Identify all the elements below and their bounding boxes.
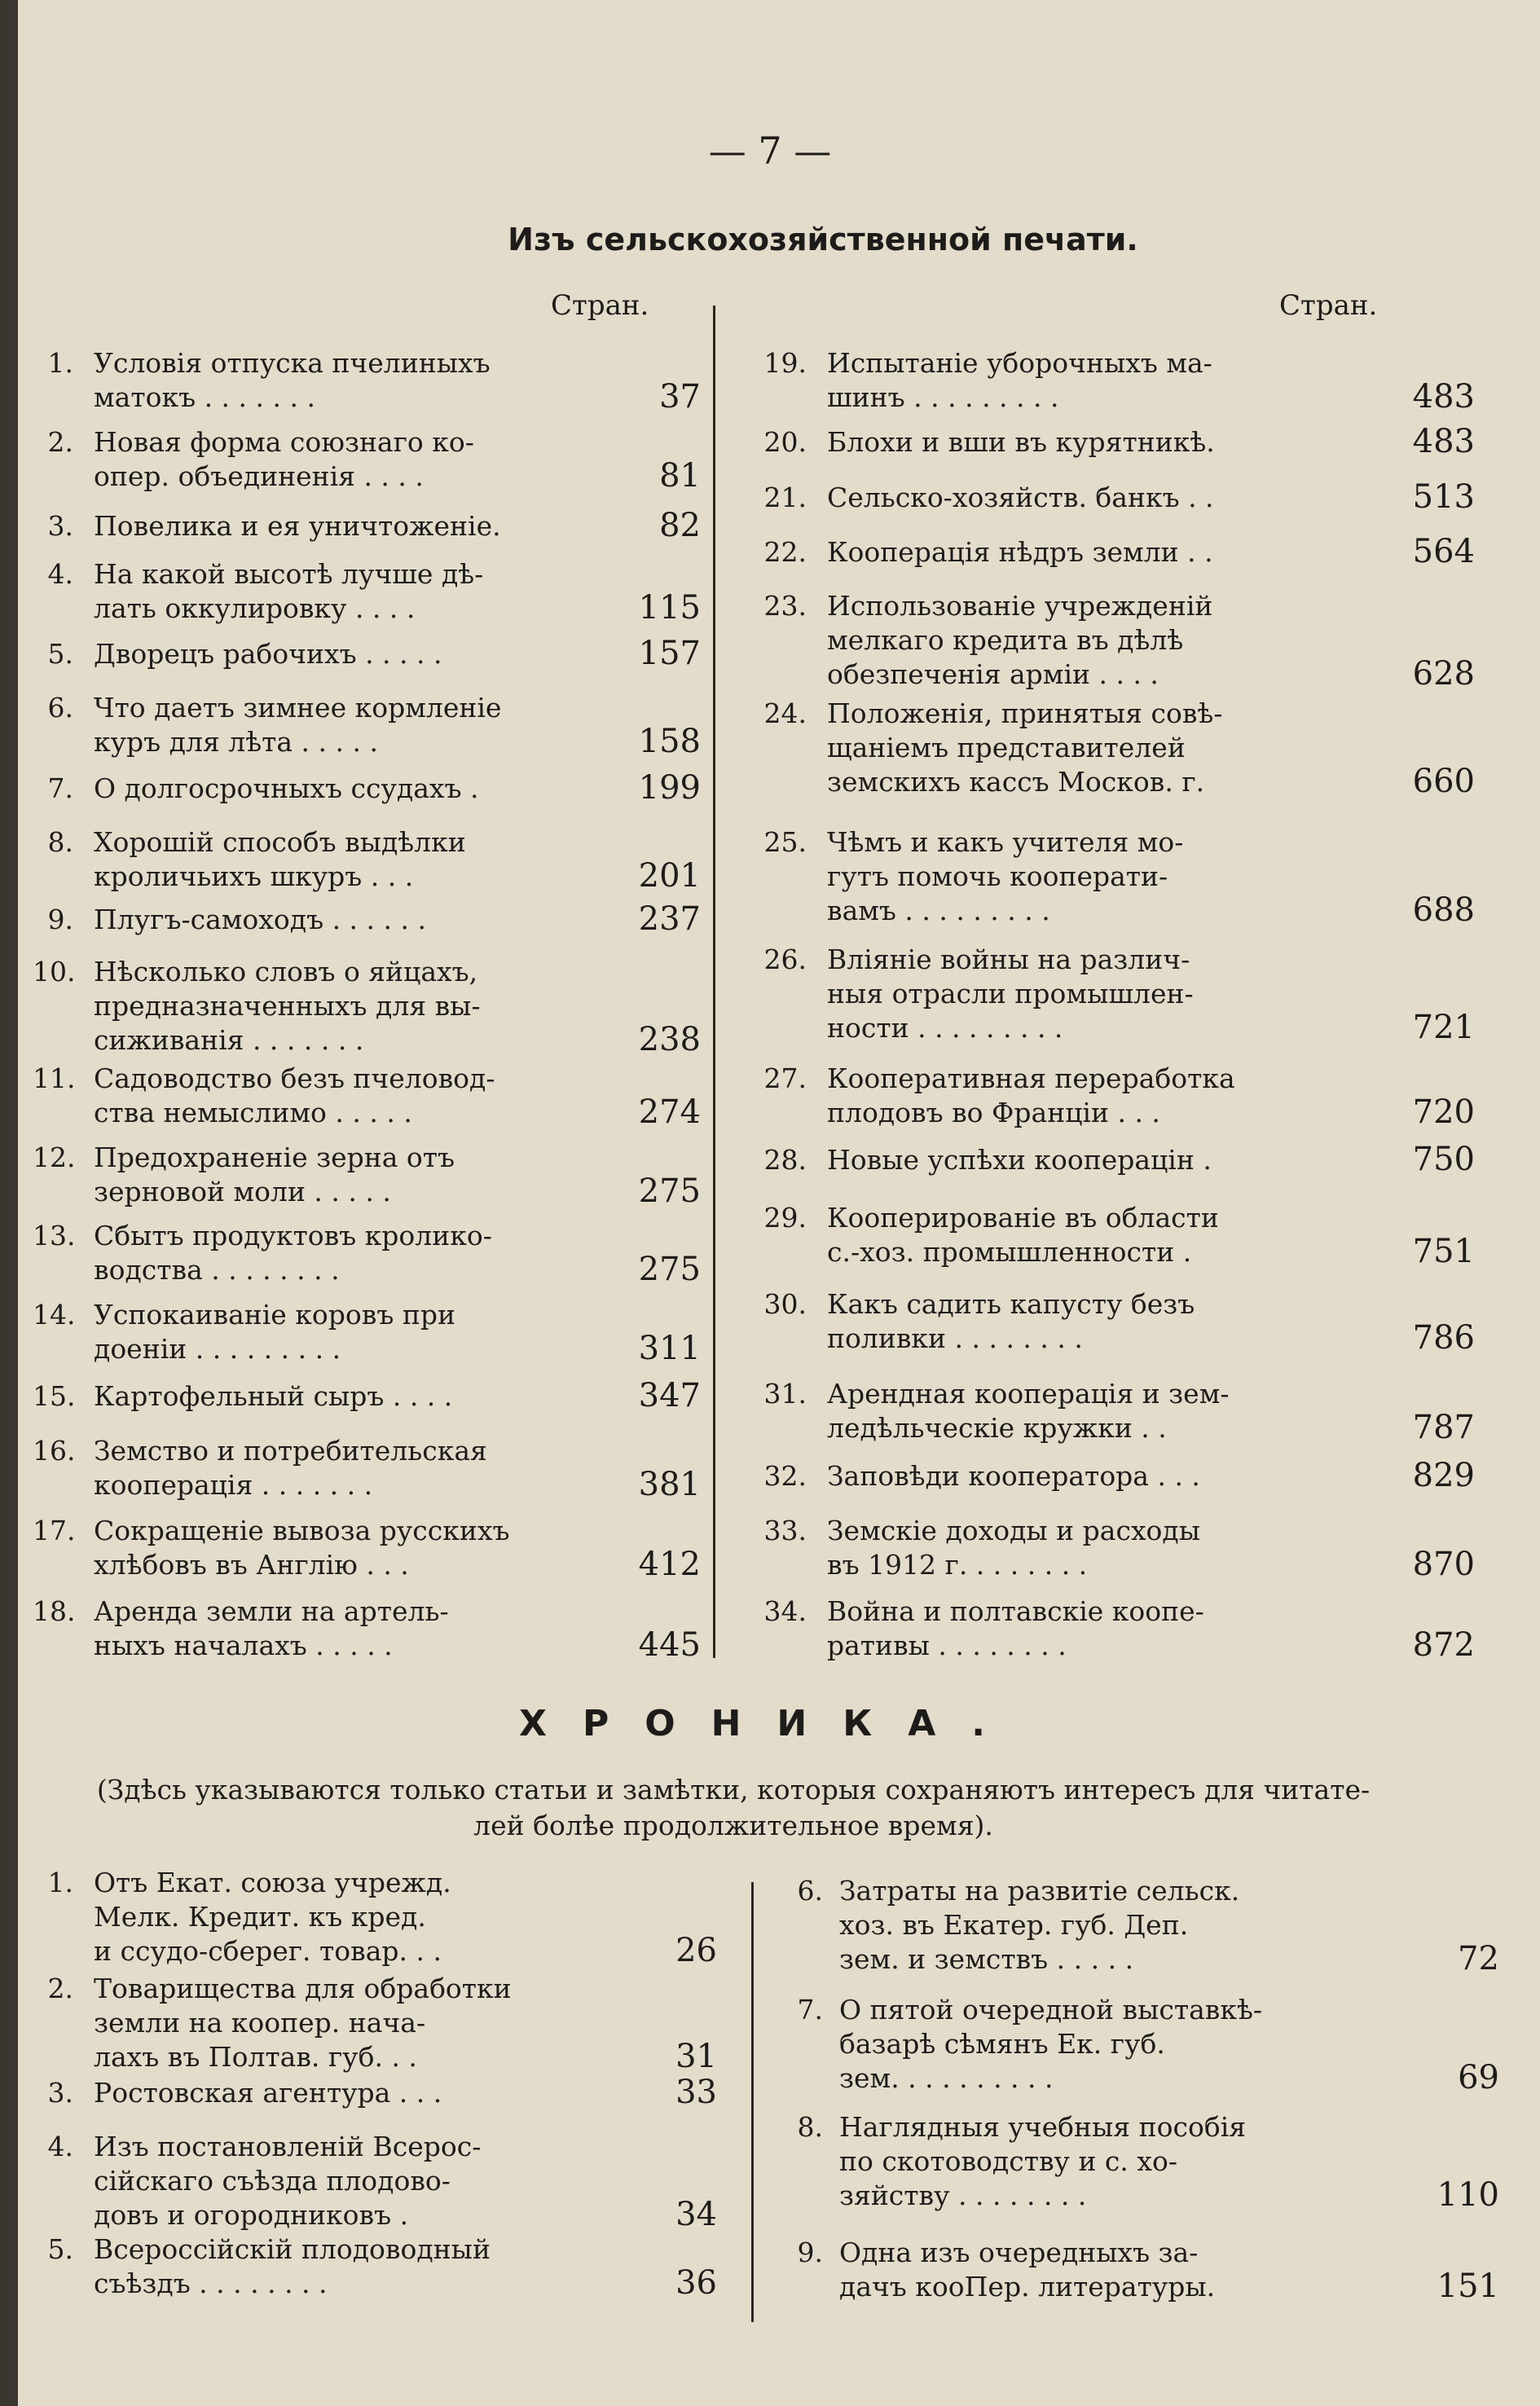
entry-number: 1. xyxy=(47,347,73,379)
entry-page-number: 660 xyxy=(1412,763,1475,800)
entry-page-number: 69 xyxy=(1458,2059,1499,2096)
toc-entry xyxy=(758,1143,1475,1177)
toc-entry xyxy=(33,509,701,543)
toc-entry xyxy=(782,2110,1499,2213)
entry-number: 25. xyxy=(763,826,807,858)
toc-entry xyxy=(33,955,701,1058)
toc-entry xyxy=(758,1287,1475,1356)
entry-number: 1. xyxy=(47,1867,73,1898)
page-number: — 7 — xyxy=(708,129,832,173)
chronicle-column-divider xyxy=(751,1882,754,2322)
entry-number: 34. xyxy=(763,1595,807,1627)
entry-title: Кооперація нѣдръ земли . . xyxy=(827,536,1213,568)
entry-title: Изъ постановленій Всерос- сійскаго съѣзда плодово- довъ и огородниковъ . xyxy=(94,2131,482,2231)
entry-page-number: 628 xyxy=(1412,655,1475,693)
entry-title: Использованіе учрежденій мелкаго кредита въ дѣлѣ обезпеченія арміи . . . . xyxy=(827,590,1213,690)
toc-entry xyxy=(33,557,701,626)
entry-title: Арендная кооперація и зем- ледѣльческіе кружки . . xyxy=(827,1378,1230,1444)
entry-title: Испытаніе уборочныхъ ма- шинъ . . . . . . . . . xyxy=(827,347,1212,413)
entry-title: Чѣмъ и какъ учителя мо- гутъ помочь кооперати- вамъ . . . . . . . . . xyxy=(827,826,1184,926)
entry-title: Новая форма союзнаго ко- опер. объединенія . . . . xyxy=(94,426,474,492)
entry-page-number: 158 xyxy=(638,723,701,760)
entry-page-number: 721 xyxy=(1412,1009,1475,1046)
entry-title: Успокаиваніе коровъ при доеніи . . . . . . . . . xyxy=(94,1299,455,1365)
entry-title: Сбытъ продуктовъ кролико- водства . . . . . . . . xyxy=(94,1220,492,1286)
entry-title: Хорошій способъ выдѣлки кроличьихъ шкуръ . . . xyxy=(94,826,466,892)
entry-page-number: 151 xyxy=(1437,2267,1499,2305)
entry-page-number: 275 xyxy=(638,1251,701,1288)
entry-page-number: 72 xyxy=(1458,1940,1499,1977)
entry-number: 26. xyxy=(763,943,807,975)
entry-number: 7. xyxy=(47,772,73,804)
entry-title: О пятой очередной выставкѣ- базарѣ сѣмянъ Ек. губ. зем. . . . . . . . . . xyxy=(839,1994,1263,2094)
entry-page-number: 110 xyxy=(1437,2176,1499,2214)
entry-title: Предохраненіе зерна отъ зерновой моли . . . . . xyxy=(94,1141,455,1207)
toc-entry xyxy=(758,346,1475,415)
entry-title: На какой высотѣ лучше дѣ- лать оккулировку . . . . xyxy=(94,558,484,624)
entry-page-number: 564 xyxy=(1412,533,1475,570)
toc-entry xyxy=(33,346,701,415)
toc-entry xyxy=(33,1298,701,1366)
toc-entry xyxy=(758,1062,1475,1130)
entry-title: Вліяніе войны на различ- ныя отрасли промышлен- ности . . . . . . . . . xyxy=(827,943,1194,1044)
entry-page-number: 157 xyxy=(638,635,701,672)
entry-title: Блохи и вши въ курятникѣ. xyxy=(827,426,1215,458)
entry-page-number: 31 xyxy=(675,2038,717,2075)
entry-number: 6. xyxy=(47,692,73,724)
entry-title: О долгосрочныхъ ссудахъ . xyxy=(94,772,479,804)
chronicle-title: ХРОНИКА. xyxy=(519,1703,1021,1744)
entry-number: 30. xyxy=(763,1288,807,1320)
entry-page-number: 34 xyxy=(675,2196,717,2233)
entry-title: Нѣсколько словъ о яйцахъ, предназначенныхъ для вы- сиживанія . . . . . . . xyxy=(94,956,481,1056)
section-title: Изъ сельскохозяйственной печати. xyxy=(508,222,1138,257)
entry-title: Аренда земли на артель- ныхъ началахъ . . . . . xyxy=(94,1595,449,1661)
entry-number: 23. xyxy=(763,590,807,622)
entry-title: Земскіе доходы и расходы въ 1912 г. . . . . . . . xyxy=(827,1515,1201,1581)
entry-number: 19. xyxy=(763,347,807,379)
toc-entry xyxy=(33,769,701,807)
entry-page-number: 201 xyxy=(638,857,701,895)
toc-entry xyxy=(758,589,1475,692)
entry-number: 15. xyxy=(33,1380,76,1412)
entry-page-number: 786 xyxy=(1412,1319,1475,1357)
entry-title: Что даетъ зимнее кормленіе куръ для лѣта . . . . . xyxy=(94,692,502,758)
toc-entry xyxy=(758,825,1475,928)
toc-entry xyxy=(33,2130,717,2232)
toc-entry xyxy=(33,425,701,494)
entry-number: 12. xyxy=(33,1141,76,1173)
entry-number: 18. xyxy=(33,1595,76,1627)
entry-number: 11. xyxy=(33,1062,76,1094)
toc-entry xyxy=(33,1866,717,1968)
entry-page-number: 829 xyxy=(1412,1457,1475,1494)
entry-title: Заповѣди кооператора . . . xyxy=(827,1460,1200,1492)
entry-number: 29. xyxy=(763,1202,807,1234)
entry-page-number: 412 xyxy=(638,1546,701,1583)
entry-number: 28. xyxy=(763,1144,807,1176)
toc-entry xyxy=(33,1434,701,1502)
toc-entry xyxy=(758,1459,1475,1493)
entry-title: Война и полтавскіе коопе- ративы . . . . . . . . xyxy=(827,1595,1204,1661)
entry-title: Земство и потребительская кооперація . . . . . . . xyxy=(94,1435,487,1501)
entry-title: Сокращеніе вывоза русскихъ хлѣбовъ въ Англію . . . xyxy=(94,1515,510,1581)
entry-title: Дворецъ рабочихъ . . . . . xyxy=(94,638,442,670)
entry-page-number: 81 xyxy=(659,457,701,495)
right-column-header: Стран. xyxy=(1279,289,1378,322)
entry-title: Отъ Екат. союза учрежд. Мелк. Кредит. къ кред. и ссудо-сберег. товар. . . xyxy=(94,1867,451,1967)
entry-number: 22. xyxy=(763,536,807,568)
toc-entry xyxy=(782,2236,1499,2304)
toc-entry xyxy=(33,1219,701,1287)
toc-entry xyxy=(758,697,1475,799)
entry-page-number: 33 xyxy=(675,2074,717,2111)
entry-number: 13. xyxy=(33,1220,76,1251)
entry-title: Новые успѣхи кооперацін . xyxy=(827,1144,1212,1176)
entry-title: Повелика и ея уничтоженіе. xyxy=(94,510,501,542)
toc-entry xyxy=(33,2076,717,2110)
entry-page-number: 751 xyxy=(1412,1233,1475,1270)
entry-number: 20. xyxy=(763,426,807,458)
entry-page-number: 275 xyxy=(638,1172,701,1210)
toc-entry xyxy=(782,1874,1499,1977)
entry-number: 8. xyxy=(797,2111,823,2143)
toc-entry xyxy=(758,943,1475,1045)
toc-entry xyxy=(33,1594,701,1663)
entry-number: 5. xyxy=(47,2233,73,2265)
entry-number: 17. xyxy=(33,1515,76,1546)
entry-number: 21. xyxy=(763,482,807,513)
toc-entry xyxy=(758,425,1475,460)
entry-number: 7. xyxy=(797,1994,823,2026)
entry-number: 4. xyxy=(47,2131,73,2162)
entry-number: 6. xyxy=(797,1875,823,1907)
entry-number: 10. xyxy=(33,956,76,987)
entry-title: Сельско-хозяйств. банкъ . . xyxy=(827,482,1214,513)
entry-title: Какъ садить капусту безъ поливки . . . . . . . . xyxy=(827,1288,1195,1354)
toc-entry xyxy=(33,825,701,894)
entry-number: 2. xyxy=(47,426,73,458)
toc-entry xyxy=(758,478,1475,516)
entry-page-number: 274 xyxy=(638,1093,701,1131)
chronicle-note xyxy=(41,1772,1426,1844)
entry-page-number: 311 xyxy=(638,1330,701,1367)
entry-number: 5. xyxy=(47,638,73,670)
entry-page-number: 750 xyxy=(1412,1141,1475,1178)
entry-page-number: 870 xyxy=(1412,1546,1475,1583)
entry-page-number: 483 xyxy=(1412,378,1475,416)
entry-page-number: 115 xyxy=(638,589,701,627)
entry-page-number: 36 xyxy=(675,2264,717,2302)
entry-page-number: 381 xyxy=(638,1466,701,1503)
entry-page-number: 238 xyxy=(638,1021,701,1058)
entry-number: 9. xyxy=(47,904,73,935)
entry-title: Положенія, принятыя совѣ- щаніемъ представителей земскихъ кассъ Москов. г. xyxy=(827,697,1223,798)
toc-entry xyxy=(33,1514,701,1582)
entry-title: Наглядныя учебныя пособія по скотоводству и с. хо- зяйству . . . . . . . . xyxy=(839,2111,1247,2211)
entry-title: Одна изъ очередныхъ за- дачъ кооПер. литературы. xyxy=(839,2237,1216,2303)
book-spine-edge xyxy=(0,0,18,2406)
entry-title: Ростовская агентура . . . xyxy=(94,2077,442,2109)
entry-number: 3. xyxy=(47,510,73,542)
entry-title: Товарищества для обработки земли на коопер. нача- лахъ въ Полтав. губ. . . xyxy=(94,1973,512,2073)
entry-page-number: 199 xyxy=(638,769,701,807)
entry-page-number: 483 xyxy=(1412,423,1475,460)
entry-number: 31. xyxy=(763,1378,807,1410)
toc-entry xyxy=(33,2232,717,2301)
toc-entry xyxy=(758,1514,1475,1582)
toc-entry xyxy=(33,1379,701,1414)
entry-number: 4. xyxy=(47,558,73,590)
entry-page-number: 445 xyxy=(638,1626,701,1664)
toc-entry xyxy=(33,900,701,938)
entry-title: Условія отпуска пчелиныхъ матокъ . . . . . . . xyxy=(94,347,491,413)
entry-title: Всероссійскій плодоводный съѣздъ . . . . . . . . xyxy=(94,2233,491,2299)
toc-entry xyxy=(758,1201,1475,1269)
entry-page-number: 787 xyxy=(1412,1409,1475,1446)
entry-number: 8. xyxy=(47,826,73,858)
entry-title: Кооперативная переработка плодовъ во Франціи . . . xyxy=(827,1062,1235,1128)
toc-entry xyxy=(33,1972,717,2074)
entry-number: 16. xyxy=(33,1435,76,1467)
toc-entry xyxy=(33,1141,701,1209)
toc-entry xyxy=(758,535,1475,570)
toc-entry xyxy=(758,1377,1475,1445)
toc-entry xyxy=(33,1062,701,1130)
chronicle-note-text: (Здѣсь указываются только статьи и замѣтки, которыя сохраняютъ интересъ для читате- лей болѣе продолжительное время). xyxy=(96,1774,1371,1841)
entry-number: 3. xyxy=(47,2077,73,2109)
entry-page-number: 237 xyxy=(638,900,701,938)
entry-number: 32. xyxy=(763,1460,807,1492)
entry-title: Садоводство безъ пчеловод- ства немыслимо . . . . . xyxy=(94,1062,495,1128)
left-column-header: Стран. xyxy=(551,289,649,322)
entry-page-number: 347 xyxy=(638,1377,701,1414)
column-divider xyxy=(713,306,715,1658)
entry-page-number: 872 xyxy=(1412,1626,1475,1664)
entry-title: Плугъ-самоходъ . . . . . . xyxy=(94,904,426,935)
entry-number: 33. xyxy=(763,1515,807,1546)
toc-entry xyxy=(33,637,701,671)
entry-number: 2. xyxy=(47,1973,73,2004)
toc-entry xyxy=(758,1594,1475,1663)
entry-number: 14. xyxy=(33,1299,76,1331)
entry-title: Картофельный сыръ . . . . xyxy=(94,1380,453,1412)
toc-entry xyxy=(782,1993,1499,2096)
entry-number: 27. xyxy=(763,1062,807,1094)
entry-title: Затраты на развитіе сельск. хоз. въ Екатер. губ. Деп. зем. и земствъ . . . . . xyxy=(839,1875,1240,1975)
entry-title: Кооперированіе въ области с.-хоз. промышленности . xyxy=(827,1202,1219,1268)
entry-page-number: 26 xyxy=(675,1932,717,1969)
entry-page-number: 513 xyxy=(1412,478,1475,516)
entry-page-number: 688 xyxy=(1412,891,1475,929)
toc-entry xyxy=(33,691,701,759)
entry-number: 9. xyxy=(797,2237,823,2268)
entry-number: 24. xyxy=(763,697,807,729)
entry-page-number: 37 xyxy=(659,378,701,416)
entry-page-number: 82 xyxy=(659,507,701,544)
entry-page-number: 720 xyxy=(1412,1093,1475,1131)
